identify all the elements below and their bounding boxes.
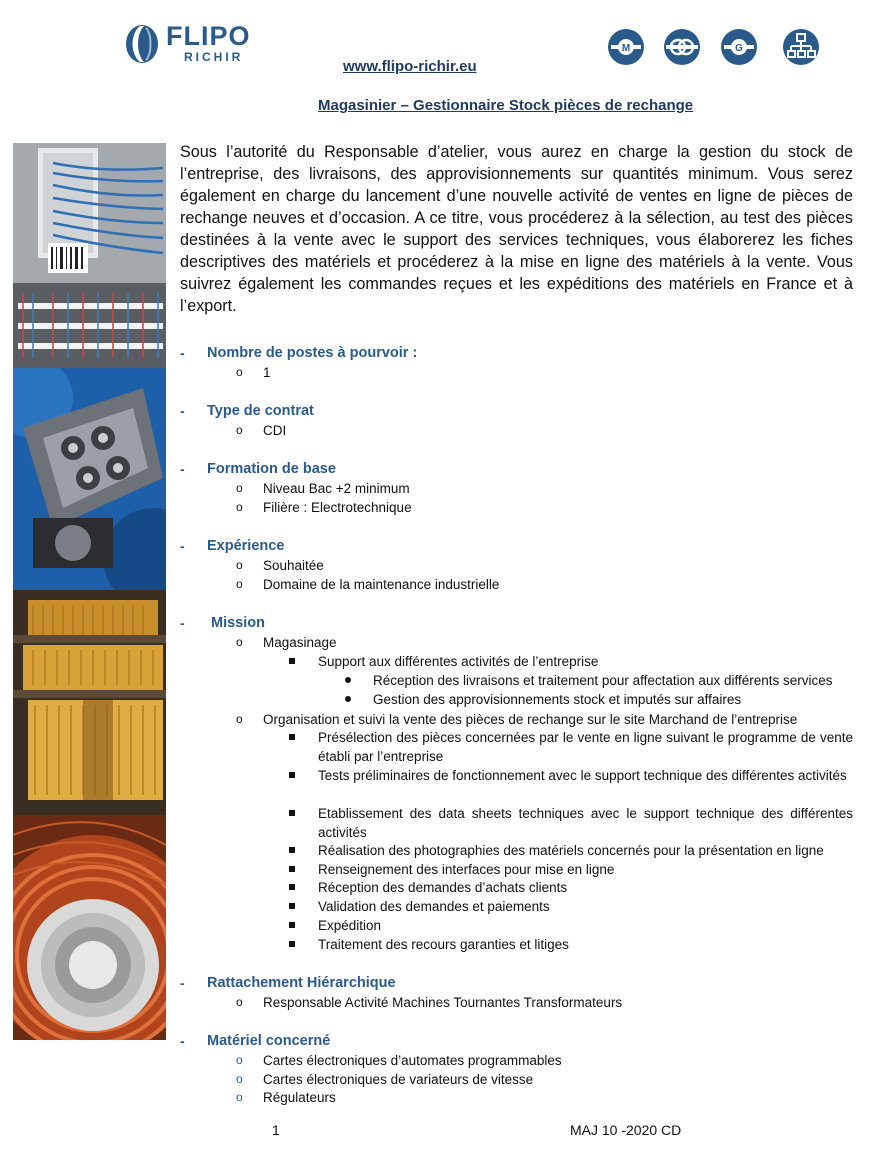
heading-rattachement: Rattachement Hiérarchique	[207, 975, 396, 991]
circle-bullet: o	[236, 1090, 243, 1104]
section-dash: -	[180, 538, 185, 554]
magasinage-sub: Support aux différentes activités de l’entreprise	[318, 654, 599, 669]
square-bullet	[289, 903, 295, 909]
intro-paragraph: Sous l’autorité du Responsable d’atelier, vous aurez en charge la gestion du stock de l’entreprise, des livraisons, des approvisionnements sur quantités minimum. Vous serez également en charge du lancement d’une nouvelle activité de ventes en ligne de pièces de rechange neuves et d’occasion. A ce titre, vous procéderez à la sélection, au test des pièces destinées à la vente avec le support des services techniques, vous élaborerez les fiches descriptives des matériels et procéderez à la mise en ligne des matériels à la vente. Vous suivrez également les commandes reçues et les expéditions des matériels en France et à l’export.	[180, 143, 853, 315]
vente-item: Traitement des recours garanties et litiges	[318, 937, 569, 952]
dot-bullet	[345, 696, 351, 702]
circle-bullet: o	[236, 577, 243, 591]
photo-stator-coil	[13, 815, 166, 1040]
postes-value: 1	[263, 365, 271, 380]
materiel-item: Cartes électroniques de variateurs de vitesse	[263, 1072, 534, 1087]
photo-copper-windings	[13, 590, 166, 815]
heading-materiel: Matériel concerné	[207, 1033, 331, 1049]
magasinage-subsub: Réception des livraisons et traitement pour affectation aux différents services	[373, 673, 833, 688]
logo-wordmark: FLIPO	[166, 21, 251, 51]
formation-item: Niveau Bac +2 minimum	[263, 481, 410, 496]
vente-item: Présélection des pièces concernées par le vente en ligne suivant le programme de vente établi par l’entreprise	[318, 730, 853, 764]
mission-magasinage: Magasinage	[263, 635, 337, 650]
transformer-icon	[663, 28, 701, 66]
document-title: Magasinier – Gestionnaire Stock pièces de rechange	[318, 97, 694, 114]
square-bullet	[289, 884, 295, 890]
vente-item: Réception des demandes d’achats clients	[318, 880, 568, 895]
vente-item: Expédition	[318, 918, 382, 933]
heading-experience: Expérience	[207, 538, 285, 554]
section-dash: -	[180, 461, 185, 477]
vente-item: Réalisation des photographies des matériels concernés pour la présentation en ligne	[318, 843, 824, 858]
materiel-item: Cartes électroniques d’automates programmables	[263, 1053, 562, 1068]
circle-bullet: o	[236, 635, 243, 649]
dot-bullet	[345, 677, 351, 683]
square-bullet	[289, 734, 295, 740]
circle-bullet: o	[236, 712, 243, 726]
logo-mark-icon	[122, 24, 162, 64]
heading-mission: Mission	[211, 615, 265, 631]
vente-item: Etablissement des data sheets techniques avec le support technique des différentes activités	[318, 806, 853, 840]
square-bullet	[289, 941, 295, 947]
photo-wiring-cabinet	[13, 143, 166, 368]
square-bullet	[289, 810, 295, 816]
mission-vente: Organisation et suivi la vente des pièces de rechange sur le site Marchand de l’entreprise	[263, 712, 798, 727]
heading-contrat: Type de contrat	[207, 403, 314, 419]
square-bullet	[289, 866, 295, 872]
website-link[interactable]: www.flipo-richir.eu	[343, 58, 477, 75]
experience-item: Souhaitée	[263, 558, 324, 573]
circle-bullet: o	[236, 481, 243, 495]
circle-bullet: o	[236, 423, 243, 437]
generator-g-icon	[720, 28, 758, 66]
generator-icon-letter: G	[735, 43, 743, 54]
circle-bullet: o	[236, 500, 243, 514]
motor-icon-letter: M	[621, 43, 631, 54]
section-dash: -	[180, 345, 185, 361]
heading-postes: Nombre de postes à pourvoir :	[207, 345, 418, 361]
circle-bullet: o	[236, 558, 243, 572]
circle-bullet: o	[236, 365, 243, 379]
company-logo	[122, 22, 262, 66]
magasinage-subsub: Gestion des approvisionnements stock et imputés sur affaires	[373, 692, 742, 707]
square-bullet	[289, 772, 295, 778]
square-bullet	[289, 658, 295, 664]
section-dash: -	[180, 975, 185, 991]
square-bullet	[289, 922, 295, 928]
formation-item: Filière : Electrotechnique	[263, 500, 412, 515]
circle-bullet: o	[236, 995, 243, 1009]
motor-m-icon	[607, 28, 645, 66]
section-dash: -	[180, 615, 185, 631]
photo-engine-parts	[13, 368, 166, 590]
contrat-value: CDI	[263, 423, 287, 438]
page-number: 1	[272, 1122, 280, 1138]
materiel-item: Régulateurs	[263, 1090, 336, 1105]
section-dash: -	[180, 1033, 185, 1049]
vente-item: Tests préliminaires de fonctionnement avec le support technique des différentes activités	[318, 768, 847, 783]
vente-item: Validation des demandes et paiements	[318, 899, 550, 914]
square-bullet	[289, 847, 295, 853]
circle-bullet: o	[236, 1072, 243, 1086]
heading-formation: Formation de base	[207, 461, 336, 477]
network-icon	[782, 28, 820, 66]
rattachement-item: Responsable Activité Machines Tournantes Transformateurs	[263, 995, 623, 1010]
vente-item: Renseignement des interfaces pour mise en ligne	[318, 862, 615, 877]
section-dash: -	[180, 403, 185, 419]
circle-bullet: o	[236, 1053, 243, 1067]
footer-date: MAJ 10 -2020 CD	[570, 1122, 682, 1138]
experience-item: Domaine de la maintenance industrielle	[263, 577, 500, 592]
logo-subwordmark: RICHIR	[184, 50, 244, 64]
